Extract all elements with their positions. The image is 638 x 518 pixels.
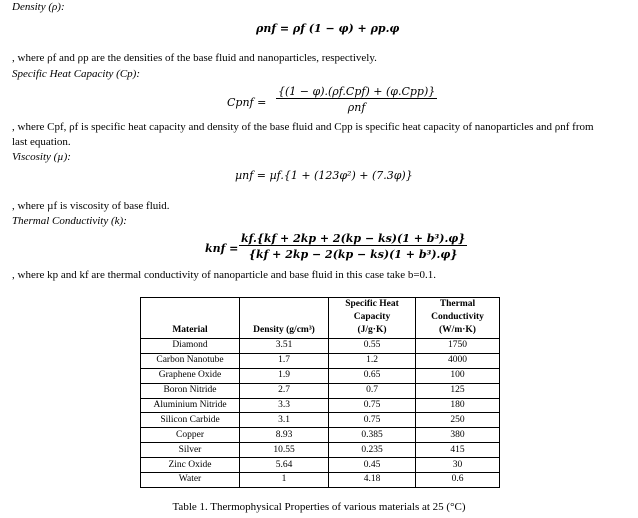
table-caption: Table 1. Thermophysical Properties of various materials at 25 (°C) [172,501,466,513]
density-heading: Density (ρ): [12,1,65,13]
header-conductivity-line2: Conductivity [431,312,484,322]
thermal-conductivity-lhs: knf = [205,242,239,255]
table-row [141,339,500,354]
density-equation: ρnf = ρf (1 − φ) + ρp.φ [256,22,400,35]
cell-conductivity: 100 [416,368,500,383]
table-row [141,428,500,443]
table-row [141,353,500,368]
cell-material: Boron Nitride [141,383,240,398]
header-specific-heat-line3: (J/g·K) [357,325,387,335]
cell-conductivity: 4000 [416,353,500,368]
viscosity-heading: Viscosity (µ): [12,151,71,163]
thermal-conductivity-numerator: kf.{kf + 2kp + 2(kp − ks)(1 + b³).φ} [241,232,466,245]
specific-heat-numerator: {(1 − φ).(ρf.Cpf) + (φ.Cpp)} [278,85,436,98]
cell-material: Copper [141,428,240,443]
header-conductivity-line3: (W/m·K) [439,325,476,335]
cell-material: Carbon Nanotube [141,353,240,368]
table-row [141,443,500,458]
cell-material: Water [141,473,240,488]
viscosity-equation: µnf = µf.{1 + (123φ²) + (7.3φ)} [235,169,413,182]
cell-material: Aluminium Nitride [141,398,240,413]
thermal-conductivity-note: , where kp and kf are thermal conductivity of nanoparticle and base fluid in this case take b=0.1. [12,269,437,281]
thermal-conductivity-denominator: {kf + 2kp − 2(kp − ks)(1 + b³).φ} [248,248,458,261]
cell-material: Silicon Carbide [141,413,240,428]
cell-density: 8.93 [240,428,329,443]
table-row [141,398,500,413]
specific-heat-note-line1: , where Cpf, ρf is specific heat capacity and density of the base fluid and Cpp is specific heat capacity of nanoparticles and ρnf from [12,121,594,133]
cell-conductivity: 180 [416,398,500,413]
header-material: Material [141,298,240,339]
cell-specific-heat: 0.7 [329,383,416,398]
table-header-row [141,298,500,339]
header-conductivity [416,298,500,339]
cell-density: 1 [240,473,329,488]
cell-density: 3.3 [240,398,329,413]
cell-specific-heat: 0.75 [329,398,416,413]
cell-conductivity: 30 [416,458,500,473]
cell-density: 10.55 [240,443,329,458]
specific-heat-note-line2: last equation. [12,136,71,148]
cell-density: 1.7 [240,353,329,368]
specific-heat-heading: Specific Heat Capacity (Cp): [12,68,140,80]
cell-conductivity: 250 [416,413,500,428]
table-row [141,413,500,428]
cell-specific-heat: 4.18 [329,473,416,488]
cell-specific-heat: 0.45 [329,458,416,473]
specific-heat-fraction [276,85,437,114]
header-density: Density (g/cm³) [240,298,329,339]
thermal-conductivity-heading: Thermal Conductivity (k): [12,215,127,227]
cell-conductivity: 1750 [416,339,500,354]
table-row [141,383,500,398]
cell-specific-heat: 1.2 [329,353,416,368]
cell-specific-heat: 0.385 [329,428,416,443]
thermal-conductivity-fraction [239,232,467,261]
cell-conductivity: 380 [416,428,500,443]
header-specific-heat-line1: Specific Heat [345,299,399,309]
specific-heat-denominator: ρnf [347,101,366,114]
cell-material: Zinc Oxide [141,458,240,473]
cell-conductivity: 125 [416,383,500,398]
cell-material: Diamond [141,339,240,354]
viscosity-note: , where µf is viscosity of base fluid. [12,200,170,212]
properties-table [140,297,500,488]
specific-heat-lhs: Cpnf = [227,96,267,109]
cell-material: Silver [141,443,240,458]
table-row [141,368,500,383]
cell-specific-heat: 0.75 [329,413,416,428]
cell-density: 5.64 [240,458,329,473]
cell-specific-heat: 0.235 [329,443,416,458]
cell-specific-heat: 0.55 [329,339,416,354]
cell-density: 3.1 [240,413,329,428]
cell-density: 3.51 [240,339,329,354]
cell-material: Graphene Oxide [141,368,240,383]
header-specific-heat [329,298,416,339]
header-conductivity-line1: Thermal [439,299,476,309]
table-row [141,458,500,473]
cell-density: 2.7 [240,383,329,398]
table-row [141,473,500,488]
density-note: , where ρf and ρp are the densities of the base fluid and nanoparticles, respectively. [12,52,377,64]
cell-specific-heat: 0.65 [329,368,416,383]
cell-conductivity: 0.6 [416,473,500,488]
cell-conductivity: 415 [416,443,500,458]
cell-density: 1.9 [240,368,329,383]
header-specific-heat-line2: Capacity [353,312,391,322]
